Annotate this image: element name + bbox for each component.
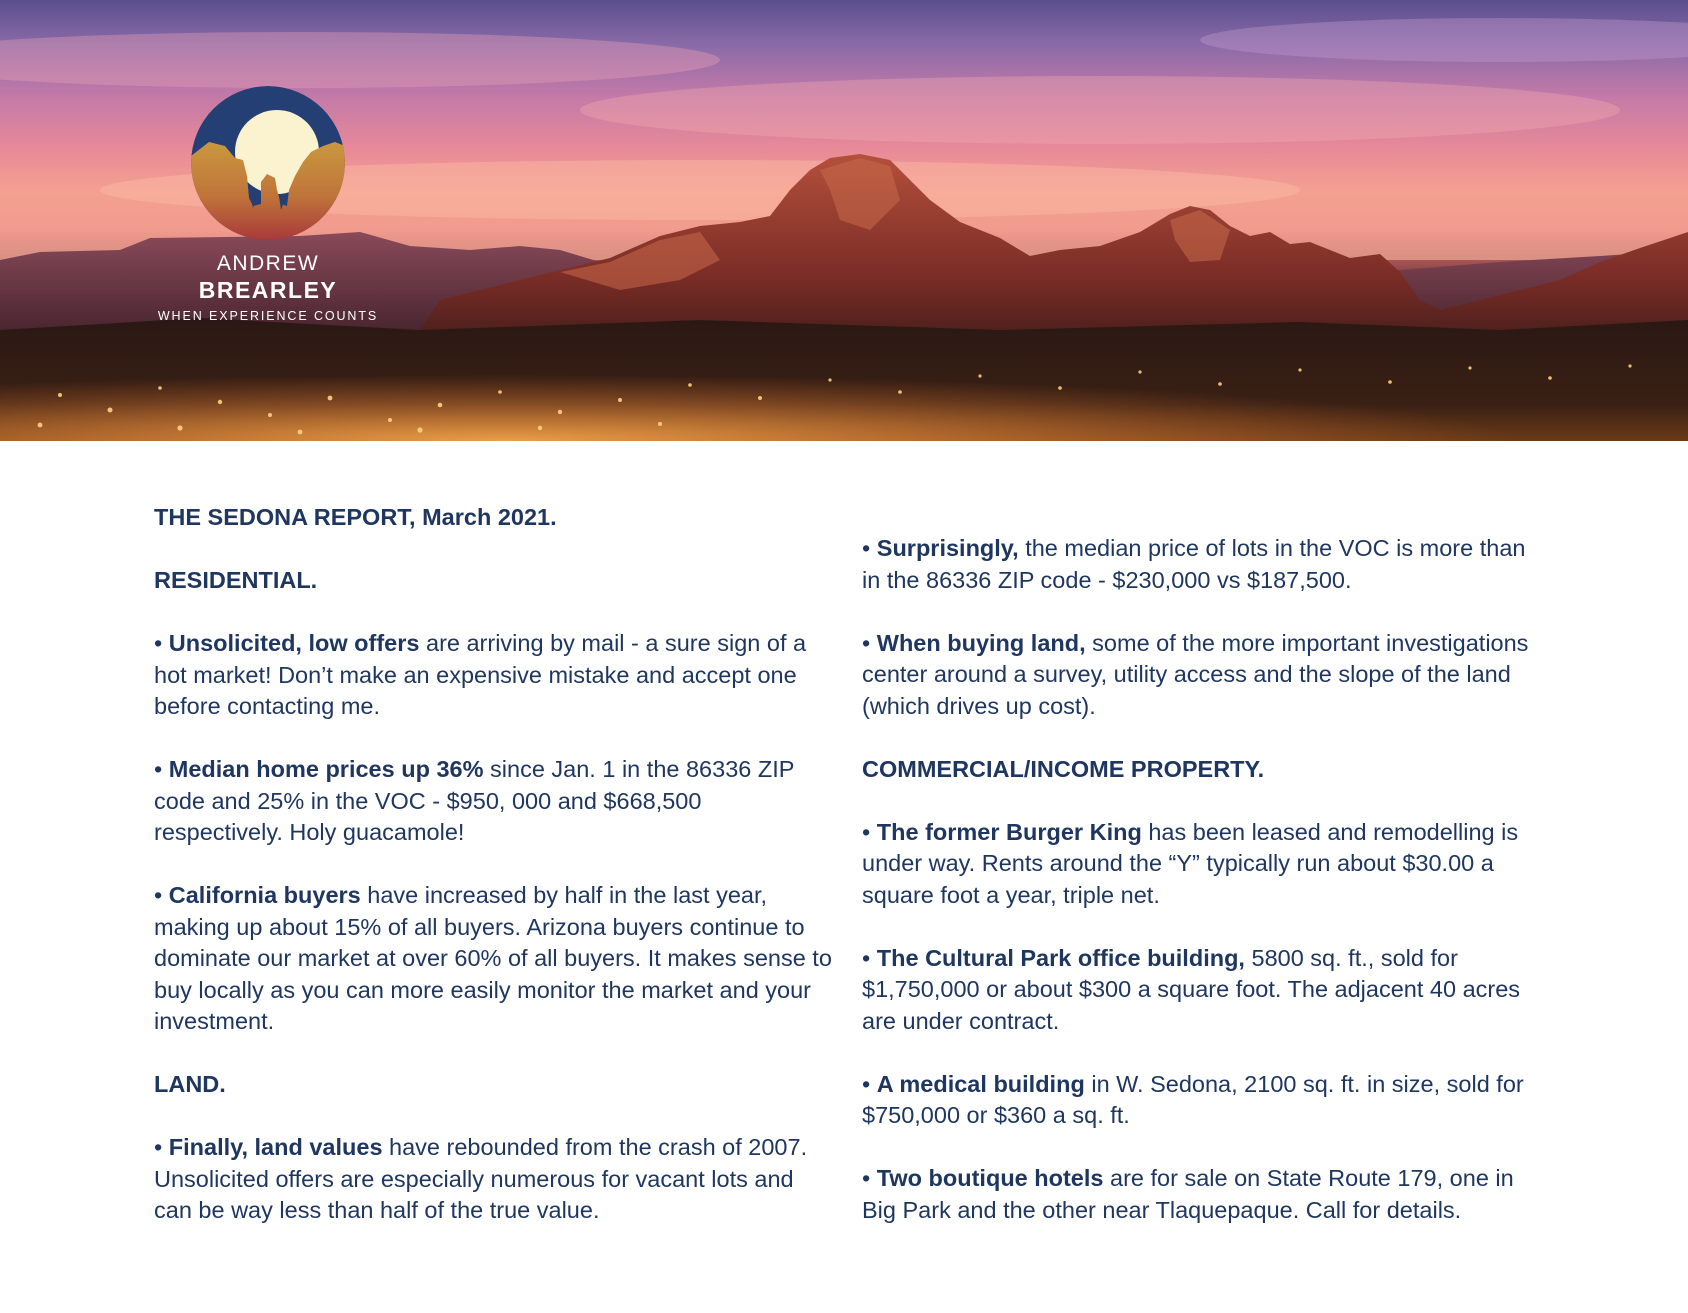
right-column — [862, 533, 1542, 1258]
item-text: have increased by half in the last year, making up about 15% of all buyers. Arizona buyers continue to dominate our market at over 60% of all buyers. It makes sense to buy locally as you can more easily monitor the market and your investment. — [154, 882, 832, 1034]
residential-item: • Unsolicited, low offers are arriving by mail - a sure sign of a hot market! Don’t make an expensive mistake and accept one before contacting me. — [154, 630, 807, 719]
brand-first-name: ANDREW — [216, 252, 320, 275]
commercial-item: • The Cultural Park office building, 5800 sq. ft., sold for $1,750,000 or about $300 a square foot. The adjacent 40 acres are under contract. — [862, 944, 1521, 1034]
item-lead: The Cultural Park office building, — [876, 944, 1245, 971]
cloud-streak — [580, 76, 1620, 144]
report-title: THE SEDONA REPORT, March 2021. — [154, 504, 557, 530]
item-lead: When buying land, — [876, 629, 1086, 656]
cloud-streak — [0, 32, 720, 88]
land-item: • When buying land, some of the more important investigations center around a survey, utility access and the slope of the land (which drives up cost). — [862, 629, 1529, 719]
left-column — [154, 502, 834, 1258]
item-lead: Unsolicited, low offers — [168, 630, 420, 656]
item-lead: Two boutique hotels — [876, 1165, 1104, 1191]
item-text: in W. Sedona, 2100 sq. ft. in size, sold for $750,000 or $360 a sq. ft. — [862, 1070, 1524, 1128]
commercial-item: • The former Burger King has been leased and remodelling is under way. Rents around the “Y” typically run about $30.00 a square foot a year, triple net. — [862, 818, 1519, 908]
item-text: since Jan. 1 in the 86336 ZIP code and 25% in the VOC - $950, 000 and $668,500 respectively. Holy guacamole! — [154, 756, 794, 845]
land-item: • Finally, land values have rebounded from the crash of 2007. Unsolicited offers are especially numerous for vacant lots and can be way less than half of the true value. — [154, 1134, 808, 1223]
item-lead: Finally, land values — [168, 1134, 383, 1160]
item-text: some of the more important investigations center around a survey, utility access and the slope of the land (which drives up cost). — [862, 629, 1529, 719]
residential-item: • California buyers have increased by half in the last year, making up about 15% of all buyers. Arizona buyers continue to dominate our market at over 60% of all buyers. It makes sense to buy locally as you can more easily monitor the market and your investment. — [154, 882, 832, 1034]
item-text: has been leased and remodelling is under way. Rents around the “Y” typically run about $30.00 a square foot a year, triple net. — [862, 818, 1519, 908]
commercial-item: • Two boutique hotels are for sale on State Route 179, one in Big Park and the other near Tlaquepaque. Call for details. — [862, 1165, 1514, 1223]
hero-banner — [0, 0, 1688, 441]
cloud-streak — [1200, 18, 1688, 62]
item-text: have rebounded from the crash of 2007. Unsolicited offers are especially numerous for vacant lots and can be way less than half of the true value. — [154, 1134, 808, 1223]
item-text: are for sale on State Route 179, one in Big Park and the other near Tlaquepaque. Call for details. — [862, 1165, 1514, 1223]
item-lead: The former Burger King — [876, 818, 1142, 845]
item-text: 5800 sq. ft., sold for $1,750,000 or about $300 a square foot. The adjacent 40 acres are under contract. — [862, 944, 1521, 1034]
brand-last-name: BREARLEY — [198, 277, 338, 303]
item-lead: California buyers — [168, 882, 361, 908]
brand-tagline: WHEN EXPERIENCE COUNTS — [157, 309, 379, 323]
commercial-item: • A medical building in W. Sedona, 2100 sq. ft. in size, sold for $750,000 or $360 a sq. ft. — [862, 1070, 1524, 1128]
residential-item: • Median home prices up 36% since Jan. 1 in the 86336 ZIP code and 25% in the VOC - $950, 000 and $668,500 respectively. Holy guacamole! — [154, 756, 794, 845]
land-item: • Surprisingly, the median price of lots in the VOC is more than in the 86336 ZIP code - $230,000 vs $187,500. — [862, 535, 1526, 593]
item-lead: Surprisingly, — [876, 535, 1019, 561]
item-lead: A medical building — [876, 1070, 1085, 1097]
item-lead: Median home prices up 36% — [168, 756, 484, 782]
item-text: the median price of lots in the VOC is more than in the 86336 ZIP code - $230,000 vs $187,500. — [862, 535, 1526, 593]
section-heading-commercial: COMMERCIAL/INCOME PROPERTY. — [862, 755, 1265, 782]
brand-logo — [150, 86, 386, 324]
item-text: are arriving by mail - a sure sign of a hot market! Don’t make an expensive mistake and accept one before contacting me. — [154, 630, 807, 719]
section-heading-residential: RESIDENTIAL. — [154, 567, 318, 593]
logo-emblem-icon — [191, 86, 345, 240]
section-heading-land: LAND. — [154, 1071, 226, 1097]
